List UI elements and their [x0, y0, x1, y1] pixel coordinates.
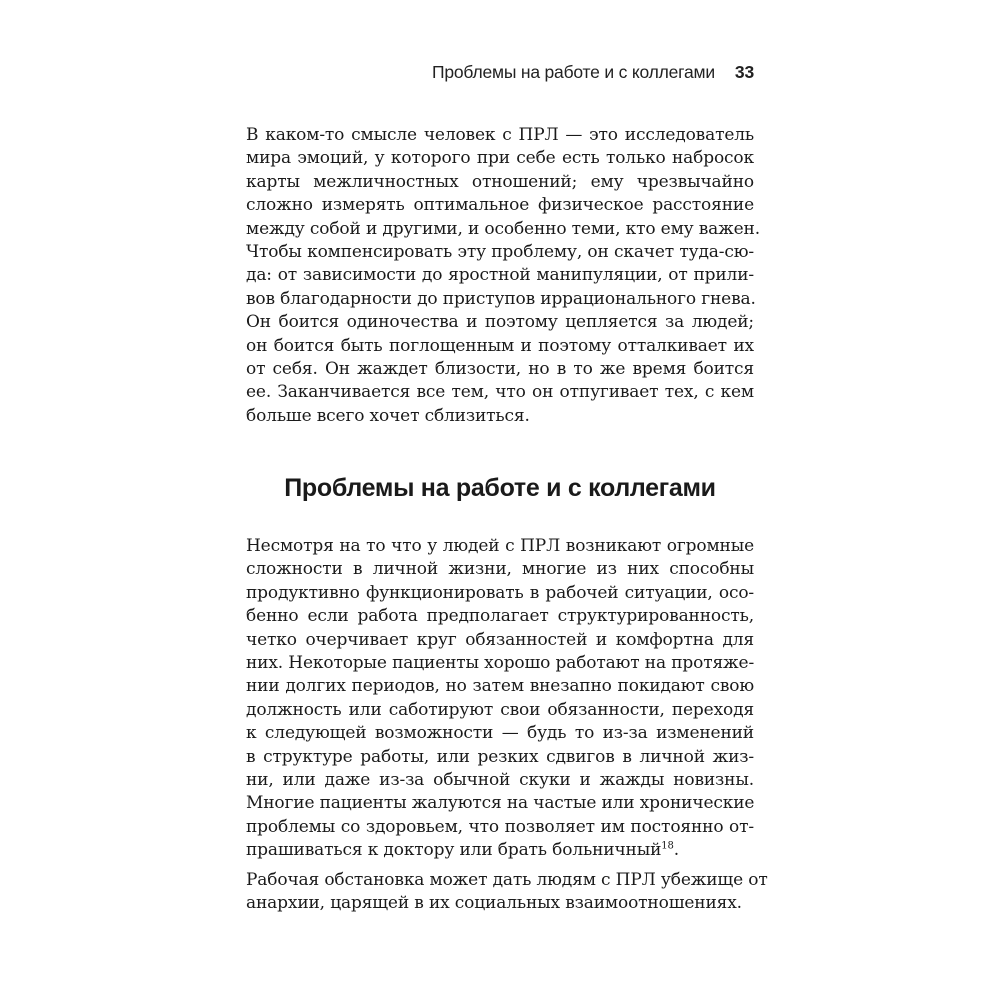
- paragraph-line: Рабочая обстановка может дать людям с ПРЛ убежище от: [246, 870, 768, 890]
- paragraph-line: между собой и другими, и особенно теми, кто ему важен.: [246, 218, 760, 239]
- paragraph-line: них. Некоторые пациенты хорошо работают на протяже-: [246, 652, 755, 673]
- paragraph-line: ни, или даже из-за обычной скуки и жажды новизны.: [246, 769, 754, 790]
- running-head: [246, 62, 754, 83]
- page-number: 33: [734, 62, 754, 82]
- paragraph-line: должность или саботируют свои обязанности, переходя: [246, 699, 754, 720]
- paragraph-line: сложно измерять оптимальное физическое расстояние: [246, 195, 754, 216]
- paragraph-line: проблемы со здоровьем, что позволяет им постоянно от-: [246, 816, 754, 837]
- paragraph-line: Многие пациенты жалуются на частые или хронические: [246, 793, 755, 814]
- paragraph-line: бенно если работа предполагает структурированность,: [246, 606, 754, 627]
- paragraph-line: в структуре работы, или резких сдвигов в личной жиз-: [246, 746, 754, 767]
- paragraph-1: [246, 124, 760, 428]
- section-heading: Проблемы на работе и с коллегами: [284, 474, 716, 502]
- paragraph-last-line: [246, 839, 754, 862]
- paragraph-line: продуктивно функционировать в рабочей ситуации, осо-: [246, 582, 754, 603]
- footnote-ref[interactable]: 18: [661, 840, 674, 852]
- final-punctuation: .: [673, 840, 679, 861]
- paragraph-line: нии долгих периодов, но затем внезапно покидают свою: [246, 676, 754, 697]
- paragraph-line: четко очерчивает круг обязанностей и комфортна для: [246, 629, 754, 650]
- running-head-title: Проблемы на работе и с коллегами: [431, 62, 715, 82]
- paragraph-2: [246, 535, 754, 862]
- paragraph-line: В каком-то смысле человек с ПРЛ — это исследователь: [246, 125, 754, 145]
- paragraph-line: вов благодарности до приступов иррационального гнева.: [246, 288, 756, 309]
- paragraph-line: от себя. Он жаждет близости, но в то же время боится: [246, 358, 754, 379]
- paragraph-line: больше всего хочет сблизиться.: [246, 405, 530, 426]
- paragraph-line: сложности в личной жизни, многие из них способны: [246, 559, 754, 580]
- paragraph-3: [246, 869, 768, 916]
- paragraph-line: Он боится одиночества и поэтому цепляется за людей;: [246, 312, 754, 333]
- paragraph-line: он боится быть поглощенным и поэтому отталкивает их: [246, 335, 754, 356]
- paragraph-line: ее. Заканчивается все тем, что он отпугивает тех, с кем: [246, 382, 754, 403]
- paragraph-line-text: прашиваться к доктору или брать больничный: [246, 840, 662, 861]
- paragraph-line: анархии, царящей в их социальных взаимоотношениях.: [246, 893, 742, 914]
- paragraph-line: Чтобы компенсировать эту проблему, он скачет туда-сю-: [246, 241, 754, 262]
- paragraph-line: мира эмоций, у которого при себе есть только набросок: [246, 148, 754, 169]
- paragraph-line: карты межличностных отношений; ему чрезвычайно: [246, 171, 754, 192]
- paragraph-line: да: от зависимости до яростной манипуляции, от прили-: [246, 265, 754, 286]
- paragraph-line: Несмотря на то что у людей с ПРЛ возникают огромные: [246, 536, 754, 556]
- paragraph-line: к следующей возможности — будь то из-за изменений: [246, 723, 754, 744]
